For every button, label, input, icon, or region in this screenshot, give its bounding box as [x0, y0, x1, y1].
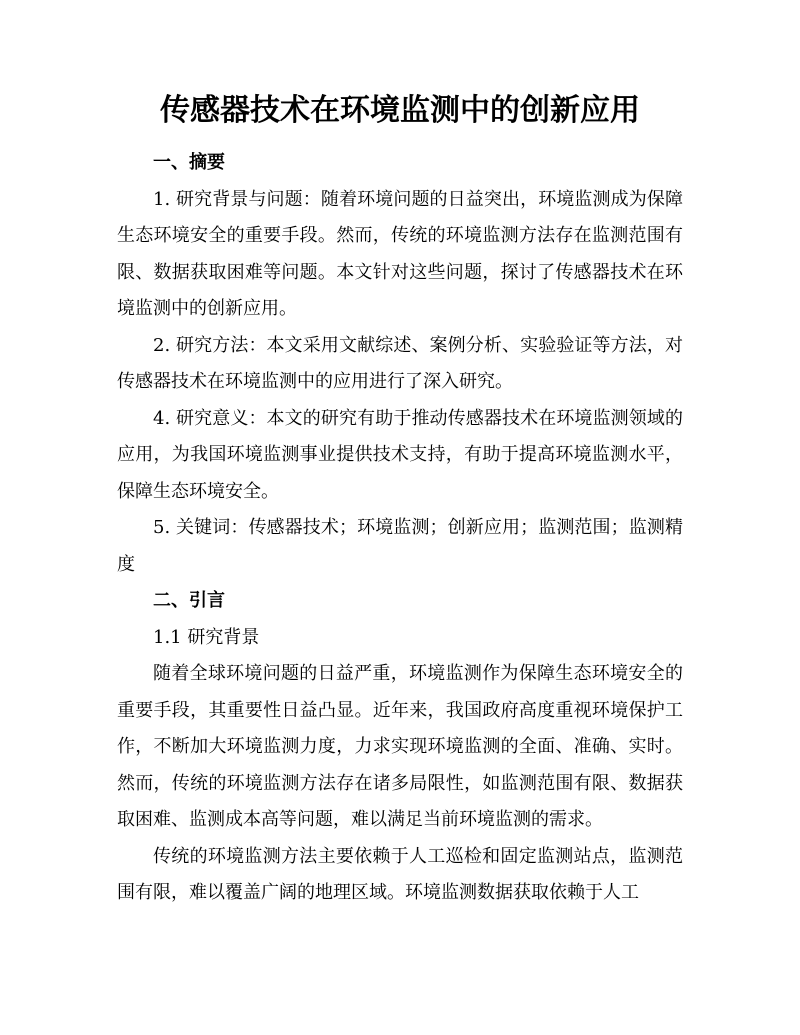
abstract-paragraph-significance: 4. 研究意义：本文的研究有助于推动传感器技术在环境监测领域的应用，为我国环境监测事业提供技术支持，有助于提高环境监测水平，保障生态环境安全。	[117, 407, 683, 502]
abstract-paragraph-background: 1. 研究背景与问题：随着环境问题的日益突出，环境监测成为保障生态环境安全的重要手段。然而，传统的环境监测方法存在监测范围有限、数据获取困难等问题。本文针对这些问题，探讨了传感器技术在环境监测中的创新应用。	[117, 188, 683, 319]
introduction-paragraph-1: 随着全球环境问题的日益严重，环境监测作为保障生态环境安全的重要手段，其重要性日益凸显。近年来，我国政府高度重视环境保护工作，不断加大环境监测力度，力求实现环境监测的全面、准确、实时。然而，传统的环境监测方法存在诸多局限性，如监测范围有限、数据获取困难、监测成本高等问题，难以满足当前环境监测的需求。	[117, 663, 683, 830]
introduction-paragraph-2: 传统的环境监测方法主要依赖于人工巡检和固定监测站点，监测范围有限，难以覆盖广阔的地理区域。环境监测数据获取依赖于人工	[117, 845, 683, 903]
section-heading-introduction: 二、引言	[153, 590, 225, 611]
document-title: 传感器技术在环境监测中的创新应用	[160, 93, 640, 128]
abstract-paragraph-methods: 2. 研究方法：本文采用文献综述、案例分析、实验验证等方法，对传感器技术在环境监测中的应用进行了深入研究。	[117, 334, 683, 392]
section-heading-abstract: 一、摘要	[153, 152, 225, 173]
abstract-paragraph-keywords: 5. 关键词：传感器技术；环境监测；创新应用；监测范围；监测精度	[117, 517, 683, 575]
subsection-heading-background: 1.1 研究背景	[153, 626, 260, 648]
document-body	[117, 145, 683, 912]
